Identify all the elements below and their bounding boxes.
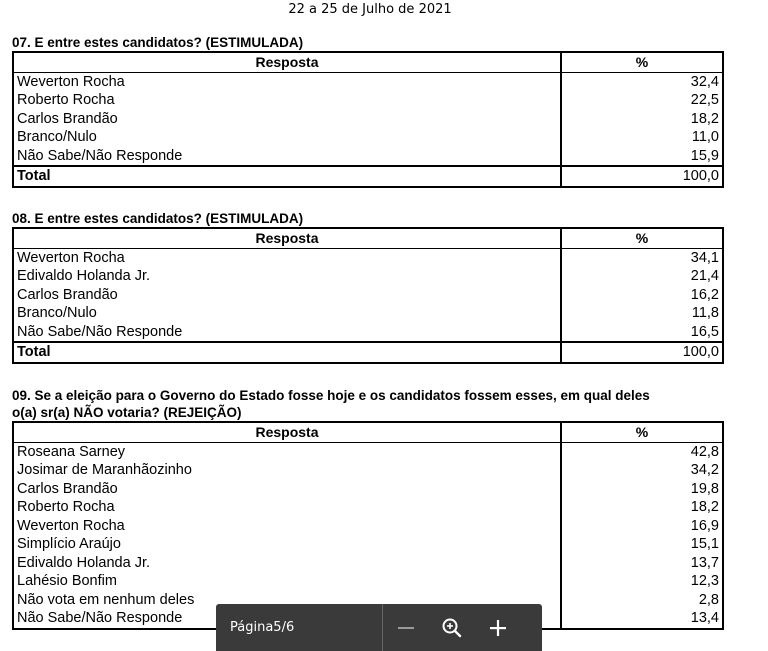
row-value: 2,8 — [561, 591, 723, 610]
total-pages: 6 — [285, 620, 295, 635]
table-row — [13, 442, 723, 461]
table-row — [13, 110, 723, 129]
column-header-response: Resposta — [13, 52, 561, 72]
row-value: 12,3 — [561, 572, 723, 591]
minus-icon — [397, 619, 415, 637]
table-row — [13, 72, 723, 91]
table-row — [13, 535, 723, 554]
current-page-number[interactable]: 5 — [273, 620, 282, 635]
row-value: 16,9 — [561, 517, 723, 536]
page-indicator — [216, 604, 382, 651]
row-value: 15,1 — [561, 535, 723, 554]
table-row — [13, 517, 723, 536]
total-value: 100,0 — [561, 166, 723, 187]
zoom-in-button[interactable] — [475, 604, 521, 651]
row-value: 15,9 — [561, 147, 723, 167]
question-07-section — [12, 34, 762, 188]
table-row — [13, 128, 723, 147]
table-row — [13, 147, 723, 167]
row-label: Weverton Rocha — [13, 248, 561, 267]
question-07-title: 07. E entre estes candidatos? (ESTIMULADA) — [12, 35, 304, 50]
column-header-percent: % — [561, 422, 723, 442]
row-label: Carlos Brandão — [13, 480, 561, 499]
page-separator: / — [281, 620, 286, 635]
plus-icon — [488, 618, 508, 638]
row-label: Não Sabe/Não Responde — [13, 609, 561, 629]
table-row — [13, 554, 723, 573]
table-row — [13, 498, 723, 517]
date-range-header: 22 a 25 de Julho de 2021 — [288, 2, 452, 17]
row-label: Não Sabe/Não Responde — [13, 147, 561, 167]
row-value: 32,4 — [561, 72, 723, 91]
row-label: Weverton Rocha — [13, 72, 561, 91]
row-label: Roberto Rocha — [13, 91, 561, 110]
total-value: 100,0 — [561, 342, 723, 363]
table-row — [13, 267, 723, 286]
total-row — [13, 166, 723, 187]
row-label: Weverton Rocha — [13, 517, 561, 536]
results-table-08 — [12, 227, 724, 364]
table-row — [13, 572, 723, 591]
row-value: 42,8 — [561, 442, 723, 461]
row-value: 34,2 — [561, 461, 723, 480]
column-header-response: Resposta — [13, 422, 561, 442]
table-row — [13, 248, 723, 267]
pdf-viewer-toolbar — [216, 604, 542, 651]
row-label: Branco/Nulo — [13, 304, 561, 323]
row-label: Roseana Sarney — [13, 442, 561, 461]
magnifier-zoom-icon — [441, 617, 463, 639]
row-label: Josimar de Maranhãozinho — [13, 461, 561, 480]
question-09-section — [12, 387, 762, 630]
row-value: 11,8 — [561, 304, 723, 323]
row-value: 19,8 — [561, 480, 723, 499]
results-table-09 — [12, 421, 724, 630]
row-value: 16,5 — [561, 323, 723, 343]
table-row — [13, 480, 723, 499]
row-label: Não Sabe/Não Responde — [13, 323, 561, 343]
row-label: Carlos Brandão — [13, 286, 561, 305]
row-value: 13,4 — [561, 609, 723, 629]
row-label: Não vota em nenhum deles — [13, 591, 561, 610]
table-header-row — [13, 52, 723, 72]
row-value: 18,2 — [561, 498, 723, 517]
table-row — [13, 304, 723, 323]
table-row — [13, 323, 723, 343]
table-row — [13, 286, 723, 305]
column-header-percent: % — [561, 52, 723, 72]
row-value: 34,1 — [561, 248, 723, 267]
total-label: Total — [13, 342, 561, 363]
question-08-section — [12, 210, 762, 364]
results-table-07 — [12, 51, 724, 188]
fit-zoom-button[interactable] — [429, 604, 475, 651]
table-header-row — [13, 228, 723, 248]
row-label: Edivaldo Holanda Jr. — [13, 267, 561, 286]
total-row — [13, 342, 723, 363]
row-label: Lahésio Bonfim — [13, 572, 561, 591]
row-label: Edivaldo Holanda Jr. — [13, 554, 561, 573]
column-header-percent: % — [561, 228, 723, 248]
question-09-title-line2: o(a) sr(a) NÃO votaria? (REJEIÇÃO) — [12, 405, 242, 420]
column-header-response: Resposta — [13, 228, 561, 248]
table-row — [13, 461, 723, 480]
row-value: 21,4 — [561, 267, 723, 286]
row-value: 16,2 — [561, 286, 723, 305]
table-row — [13, 91, 723, 110]
page-label: Página — [230, 620, 274, 635]
row-value: 18,2 — [561, 110, 723, 129]
table-header-row — [13, 422, 723, 442]
row-label: Carlos Brandão — [13, 110, 561, 129]
total-label: Total — [13, 166, 561, 187]
row-value: 22,5 — [561, 91, 723, 110]
question-09-title-line1: 09. Se a eleição para o Governo do Estado fosse hoje e os candidatos fossem esses, em qual deles — [12, 388, 650, 403]
zoom-out-button[interactable] — [383, 604, 429, 651]
row-label: Roberto Rocha — [13, 498, 561, 517]
row-value: 11,0 — [561, 128, 723, 147]
question-08-title: 08. E entre estes candidatos? (ESTIMULADA) — [12, 211, 304, 226]
row-value: 13,7 — [561, 554, 723, 573]
row-label: Simplício Araújo — [13, 535, 561, 554]
row-label: Branco/Nulo — [13, 128, 561, 147]
